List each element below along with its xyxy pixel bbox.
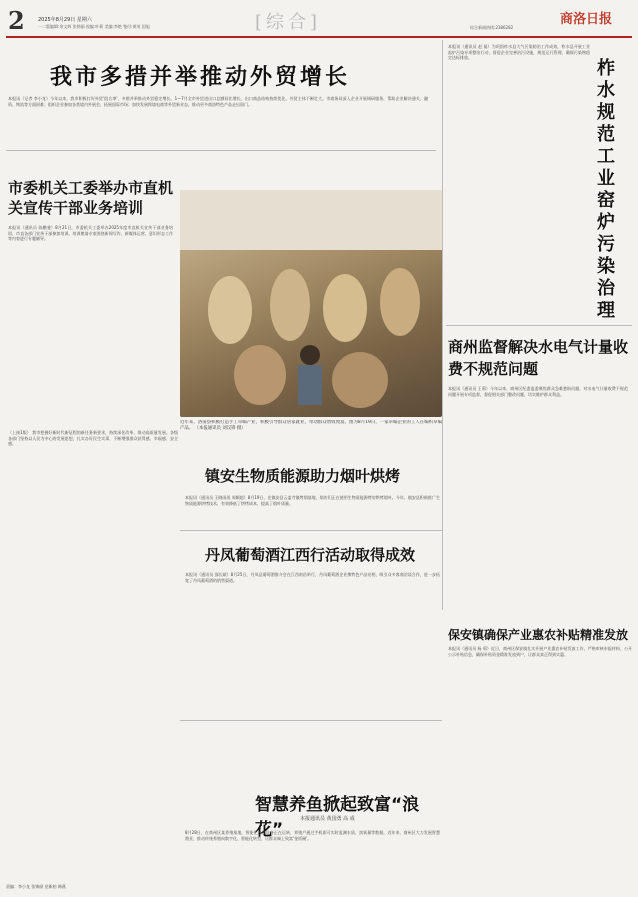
section-divider-mid [180, 530, 442, 531]
headline-smart-fishery: 智慧养鱼掀起致富“浪花” [255, 795, 420, 840]
section-divider-right [446, 325, 632, 326]
headline-metering: 商州监督解决水电气计量收费不规范问题 [448, 338, 629, 378]
article-zhashui-body: 本报讯（通讯员 赵 磊）为巩固柞水县大气污染防治工作成效，柞水县开展工业窑炉污染专项整治行动，督促企业完善治污设施，规范运行管理，确保污染物稳定达标排放。 [448, 44, 590, 61]
headline-subsidy: 保安镇确保产业惠农补贴精准发放 [448, 628, 629, 642]
issue-date: 2025年8月29日 星期六 [38, 17, 92, 23]
photo-straw-weaving [180, 190, 442, 417]
section-label: [综合] [255, 12, 322, 33]
photo-credit: （本报通讯员 刘汉锋 摄） [194, 426, 246, 431]
byline-smart-fishery: 本报通讯员 黄国勇 高 成 [300, 816, 355, 822]
article-foreign-trade-body: 本报讯（记者 李小龙）今年以来，我市积极打好外贸'组合拳'，多措并举推动外贸稳定增长。1—7月全市外贸进出口总额同比增长，出口商品结构持续优化，外贸主体不断壮大。市商务局深入企业开展调研服务，帮助企业解决通关、融资、物流等方面困难；组织企业参加各类境内外展会，拓展国际市场；加快发展跨境电商等外贸新业态，推动更多商洛特色产品走出国门。 [8, 96, 428, 107]
article-continued-body [8, 430, 178, 860]
article-metering-body: 本报讯（通讯员 王莉）今年以来，商州区纪委监委聚焦群众急难愁盼问题，对水电气计量收费不规范问题开展专项监督，督促相关部门整改问题，切实维护群众利益。 [448, 386, 628, 397]
article-zhenan-energy-body: 本报讯（通讯员 王晓雨叔 周顺超）8月19日，在镇安县云盖寺镇烤烟基地，烟农们正在使用生物质能源烤房烘烤烟叶。今年，镇安县积极推广生物质能源烘烤技术，有效降低了烘烤成本，提高了烟叶质量。 [185, 495, 440, 506]
photo-caption-text: 近年来，洛南县积极打造手工草编产业，积极引导群众居家就业，带动群众增收致富。图为8月19日，一家草编企业的工人在编织草编产品。 [180, 420, 442, 431]
editor-credits: 一二版编辑:余文辉 张锦丽 视编:叶莉 美编:李艳 签付:黄英 国旭 [38, 24, 150, 29]
article-subsidy-body: 本报讯（通讯员 杨 莉）近日，商州区保安镇扎实开展产业惠农补贴发放工作，严格审核申报材料，公开公示补贴信息，确保补贴资金精准发放到户，让群众真正得到实惠。 [448, 646, 632, 657]
article-committee-training-body: 本报讯（通讯员 陈鹏斐）8月21日，市委机关工委举办2025年度市直机关宣传干部业务培训，市直各部门宣传干部参加培训。培训邀请专家围绕新闻写作、新媒体运营、意识形态工作等内容进行专题辅导。 [8, 225, 173, 242]
section-divider [6, 150, 436, 151]
header-rule [6, 36, 632, 38]
page-number: 2 [8, 6, 25, 35]
photo-caption [180, 420, 442, 442]
article-danfeng-wine-body: 本报讯（通讯员 邵长斌）8月25日，丹凤县葡萄酒推介会在江西南昌举行，丹凤葡萄酒企业携特色产品亮相，吸引众多客商洽谈合作，进一步拓宽了丹凤葡萄酒的销售渠道。 [185, 572, 440, 583]
continued-text: 我市把握好新时代新征程的新任务新要求，持续深化改革，推动高质量发展。各级各部门坚持以人民为中心的发展思想，扎实办好民生实事，不断增强群众获得感、幸福感、安全感。 [8, 430, 178, 447]
headline-committee-training: 市委机关工委举办市直机关宣传干部业务培训 [8, 179, 174, 217]
section-divider-lower [180, 720, 442, 721]
news-hotline: 综合新闻热线:2386282 [470, 25, 514, 30]
continued-label: （上接1版） [8, 430, 31, 435]
headline-foreign-trade: 我市多措并举推动外贸增长 [50, 65, 351, 90]
article-smart-fishery-body: 8月28日，在商州区某养殖基地，智能化养鱼设备正在运转，养殖户通过手机即可实时监测水质、溶氧量等数据。近年来，商州区大力发展智慧渔业，推动传统养殖向数字化、智能化转型，让群众端上致富'金饭碗'。 [185, 830, 440, 841]
photo-illustration [180, 190, 442, 417]
column-divider [442, 40, 443, 610]
headline-zhashui: 柞水规范工业窑炉污染治理 [597, 58, 615, 321]
newspaper-logo: 商洛日报 [560, 12, 613, 27]
headline-danfeng-wine: 丹凤葡萄酒江西行活动取得成效 [205, 546, 416, 564]
footer-credits: 责编：李小龙 张锦丽 党新柏 韩燕 [6, 884, 66, 889]
headline-zhenan-energy: 镇安生物质能源助力烟叶烘烤 [205, 467, 401, 485]
